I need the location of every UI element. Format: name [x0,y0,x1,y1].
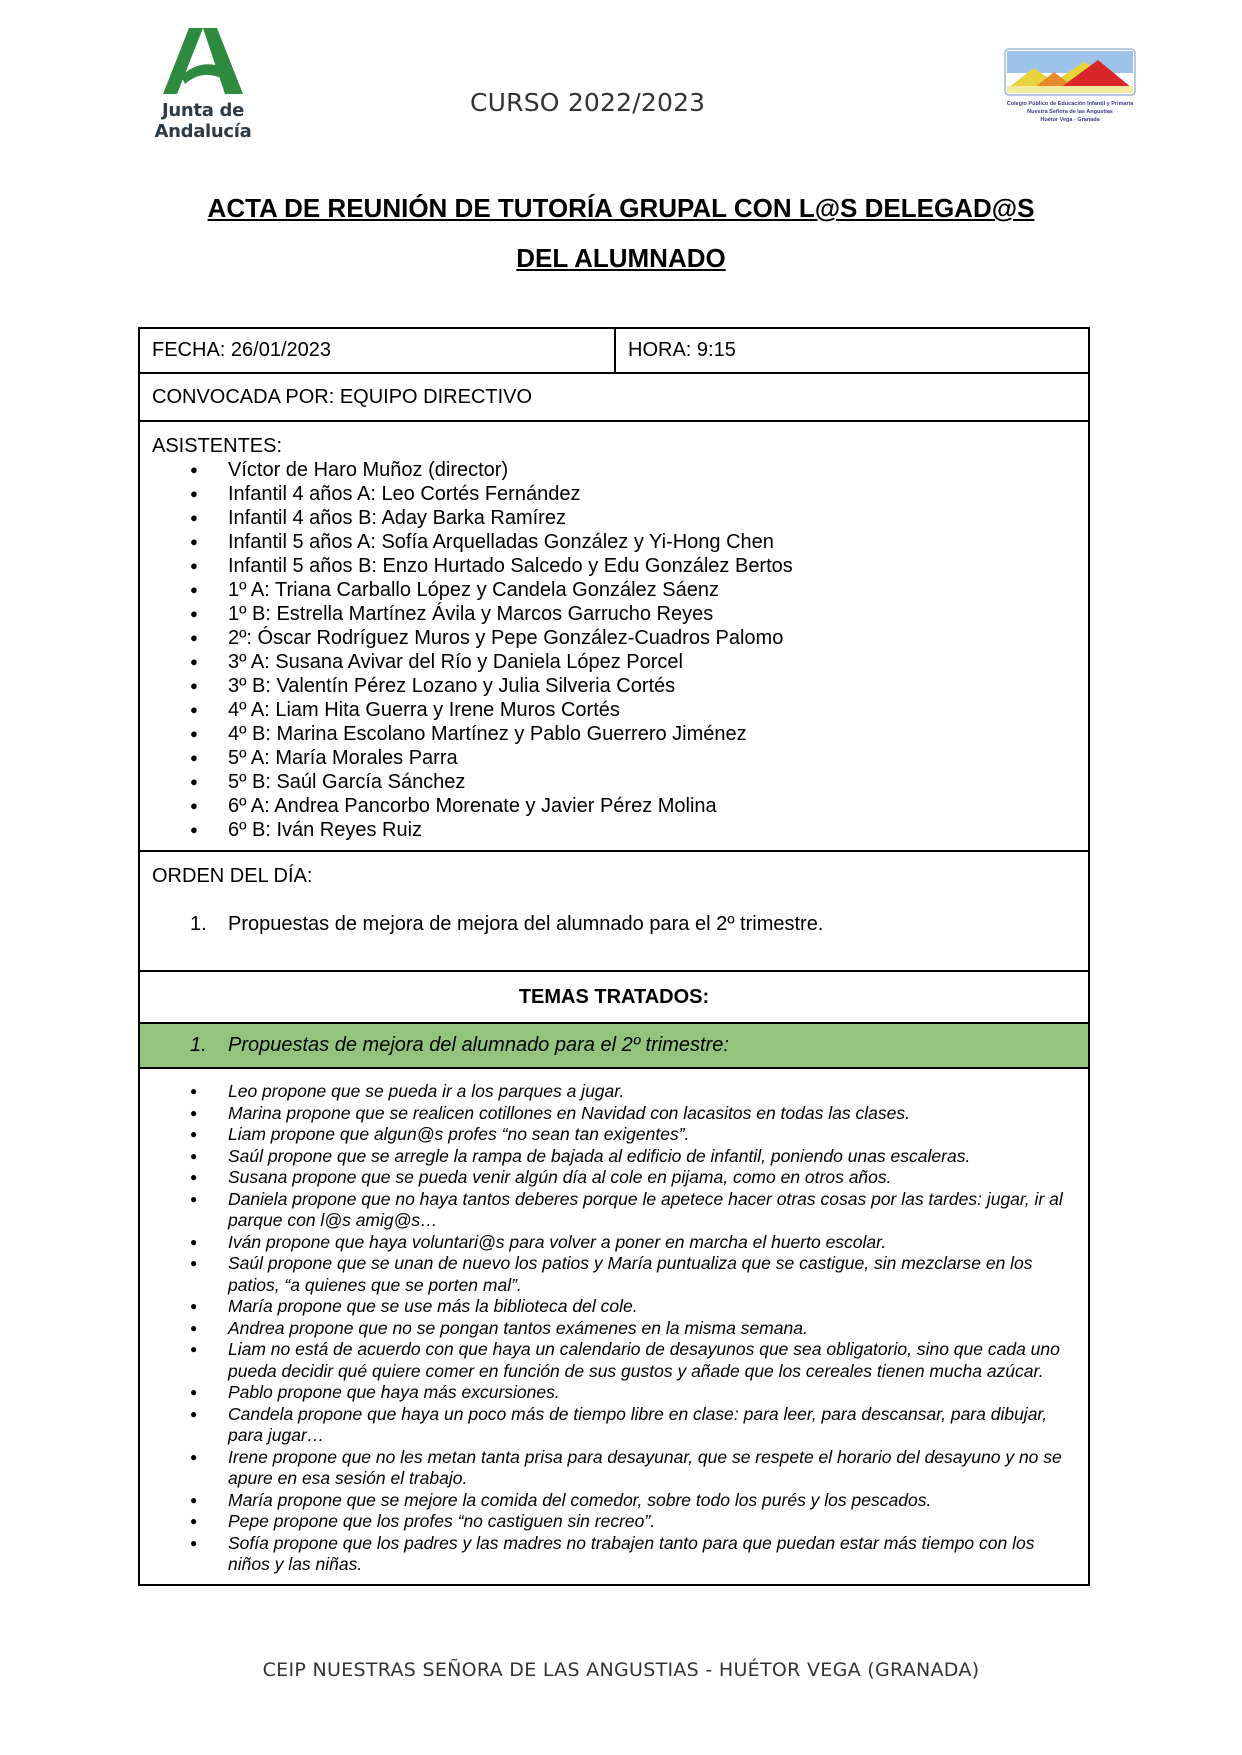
junta-andalucia-emblem-icon [163,26,243,96]
temas-heading-row [139,971,1089,1023]
asistente-item: ● 4º A: Liam Hita Guerra y Irene Muros Cortés [228,698,1076,722]
orden-item [152,912,1076,936]
date-time-row [139,328,1089,373]
course-label: CURSO 2022/2023 [470,88,706,117]
footer: CEIP NUESTRAS SEÑORA DE LAS ANGUSTIAS - HUÉTOR VEGA (GRANADA) [262,1659,980,1681]
asistente-item: ● Infantil 5 años A: Sofía Arquelladas González y Yi-Hong Chen [228,530,1076,554]
tema-item: ● María propone que se mejore la comida del comedor, sobre todo los purés y los pescados. [228,1490,1076,1512]
tema-item: ● Leo propone que se pueda ir a los parques a jugar. [228,1081,1076,1103]
asistentes-cell [139,421,1089,851]
temas-section-number: 1. [190,1034,207,1056]
asistente-item: ● 1º A: Triana Carballo López y Candela González Sáenz [228,578,1076,602]
asistente-item: ● 5º B: Saúl García Sánchez [228,770,1076,794]
temas-list [152,1081,1076,1576]
asistente-item: ● Infantil 4 años A: Leo Cortés Fernández [228,482,1076,506]
orden-item-text: Propuestas de mejora de mejora del alumnado para el 2º trimestre. [228,913,824,935]
temas-section-title: Propuestas de mejora del alumnado para el 2º trimestre: [228,1034,729,1056]
tema-item: ● Saúl propone que se arregle la rampa de bajada al edificio de infantil, poniendo unas escaleras. [228,1146,1076,1168]
asistente-item: ● Infantil 4 años B: Aday Barka Ramírez [228,506,1076,530]
hora-cell: HORA: 9:15 [615,328,1089,373]
asistente-item: ● 4º B: Marina Escolano Martínez y Pablo Guerrero Jiménez [228,722,1076,746]
convocada-row [139,373,1089,421]
junta-andalucia-logo [118,26,288,142]
asistente-item: ● 2º: Óscar Rodríguez Muros y Pepe González-Cuadros Palomo [228,626,1076,650]
temas-items-cell [139,1068,1089,1585]
asistente-item: ● 3º A: Susana Avivar del Río y Daniela López Porcel [228,650,1076,674]
asistente-item: ● Infantil 5 años B: Enzo Hurtado Salcedo y Edu González Bertos [228,554,1076,578]
orden-label: ORDEN DEL DÍA: [152,865,313,887]
meeting-minutes-table [138,327,1090,1586]
asistentes-label: ASISTENTES: [152,435,283,457]
tema-item: ● Marina propone que se realicen cotillones en Navidad con lacasitos en todas las clases. [228,1103,1076,1125]
tema-item: ● Saúl propone que se unan de nuevo los patios y María puntualiza que se castigue, sin mezclarse en los patios, “a quienes que se porten mal”. [228,1253,1076,1296]
orden-cell [139,851,1089,971]
tema-item: ● Liam no está de acuerdo con que haya un calendario de desayunos que sea obligatorio, sino que cada uno pueda decidir qué quiere comer en función de sus gustos y añade que los cereales tienen mucha azúcar. [228,1339,1076,1382]
mountains-logo-icon [1004,48,1136,96]
school-logo [1000,48,1140,124]
tema-item: ● Candela propone que haya un poco más de tiempo libre en clase: para leer, para descansar, para dibujar, para jugar… [228,1404,1076,1447]
tema-item: ● Pepe propone que los profes “no castiguen sin recreo”. [228,1511,1076,1533]
asistente-item: ● 3º B: Valentín Pérez Lozano y Julia Silveria Cortés [228,674,1076,698]
tema-item: ● Pablo propone que haya más excursiones. [228,1382,1076,1404]
fecha-cell: FECHA: 26/01/2023 [139,328,615,373]
school-logo-line-1: Colegio Público de Educación Infantil y Primaria [1006,101,1134,107]
temas-heading: TEMAS TRATADOS: [139,971,1089,1023]
asistente-item: ● Víctor de Haro Muñoz (director) [228,458,1076,482]
asistente-item: ● 6º B: Iván Reyes Ruiz [228,818,1076,842]
junta-andalucia-name: Junta de Andalucía [154,100,252,142]
tema-item: ● Iván propone que haya voluntari@s para volver a poner en marcha el huerto escolar. [228,1232,1076,1254]
school-logo-line-3: Huétor Vega - Granada [1040,117,1100,123]
orden-row [139,851,1089,971]
asistentes-list [152,458,1076,842]
document-title-line-2: DEL ALUMNADO [516,243,726,273]
temas-items-row [139,1068,1089,1585]
asistente-item: ● 1º B: Estrella Martínez Ávila y Marcos Garrucho Reyes [228,602,1076,626]
temas-section-cell [139,1023,1089,1068]
convocada-cell: CONVOCADA POR: EQUIPO DIRECTIVO [139,373,1089,421]
tema-item: ● Daniela propone que no haya tantos deberes porque le apetece hacer otras cosas por las tardes: jugar, ir al parque con l@s amig@s… [228,1189,1076,1232]
asistente-item: ● 6º A: Andrea Pancorbo Morenate y Javier Pérez Molina [228,794,1076,818]
temas-section-row [139,1023,1089,1068]
asistentes-row [139,421,1089,851]
tema-item: ● Irene propone que no les metan tanta prisa para desayunar, que se respete el horario del desayuno y no se apure en esa sesión el trabajo. [228,1447,1076,1490]
tema-item: ● Sofía propone que los padres y las madres no trabajen tanto para que puedan estar más tiempo con los niños y las niñas. [228,1533,1076,1576]
tema-item: ● Andrea propone que no se pongan tantos exámenes en la misma semana. [228,1318,1076,1340]
tema-item: ● Susana propone que se pueda venir algún día al cole en pijama, como en otros años. [228,1167,1076,1189]
document-title-line-1: ACTA DE REUNIÓN DE TUTORÍA GRUPAL CON L@S DELEGAD@S [207,193,1035,223]
tema-item: ● Liam propone que algun@s profes “no sean tan exigentes”. [228,1124,1076,1146]
school-logo-line-2: Nuestra Señora de las Angustias [1027,109,1113,115]
orden-item-number: 1. [190,913,207,935]
asistente-item: ● 5º A: María Morales Parra [228,746,1076,770]
tema-item: ● María propone que se use más la biblioteca del cole. [228,1296,1076,1318]
